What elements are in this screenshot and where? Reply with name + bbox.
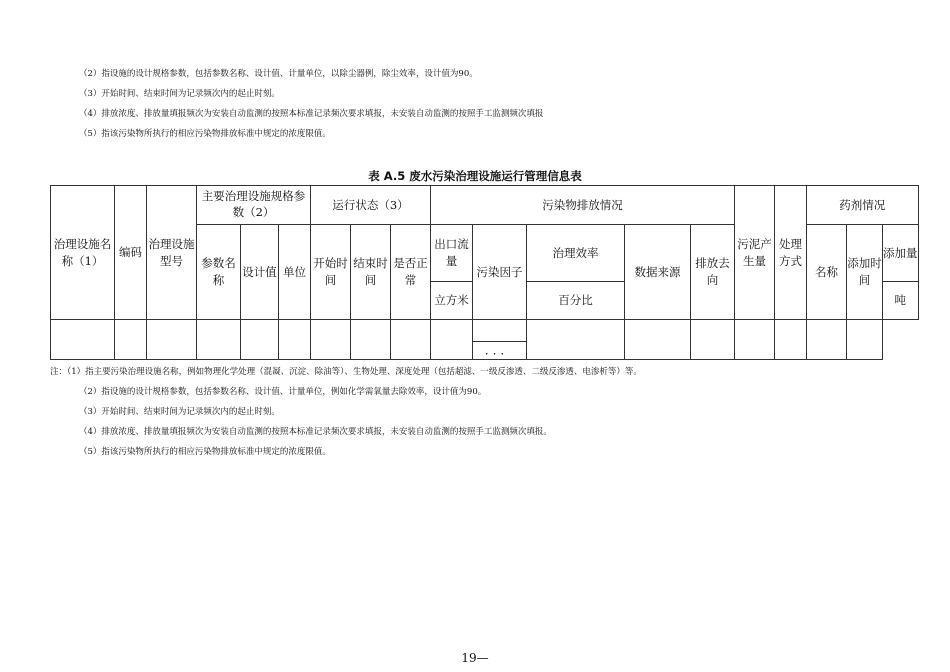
header-add-amount: 添加量 [883, 225, 919, 282]
table-cell[interactable] [807, 320, 847, 360]
table-cell[interactable] [279, 320, 311, 360]
note-line: （2）指设施的设计规格参数，包括参数名称、设计值、计量单位，以除尘器例，除尘效率，设计值为90。 [79, 69, 478, 79]
table-cell[interactable] [51, 320, 115, 360]
header-facility-name: 治理设施名称（1） [51, 186, 115, 320]
header-discharge-direction: 排放去向 [691, 225, 735, 320]
header-chem-group: 药剂情况 [807, 186, 919, 225]
pollutant-ellipsis: ．．． [473, 342, 527, 360]
note-line [50, 362, 910, 382]
table-cell[interactable] [241, 320, 279, 360]
header-data-source: 数据来源 [625, 225, 691, 320]
table-cell[interactable] [351, 320, 391, 360]
header-code: 编码 [115, 186, 147, 320]
table-cell[interactable] [625, 320, 691, 360]
header-efficiency: 治理效率 [527, 225, 625, 282]
header-chem-name: 名称 [807, 225, 847, 320]
header-end-time: 结束时间 [351, 225, 391, 320]
header-normal: 是否正常 [391, 225, 431, 320]
header-spec-group-text: 主要治理设施规格参数（2） [201, 189, 306, 219]
header-param-name: 参数名称 [197, 225, 241, 320]
note-line: （4）排放浓度、排放量填报频次为安装自动监测的按照本标准记录频次要求填报，未安装自动监测的按照手工监测频次填报 [79, 109, 544, 119]
table-cell[interactable] [473, 320, 527, 342]
header-start-time: 开始时间 [311, 225, 351, 320]
note-line: （5）指该污染物所执行的相应污染物排放标准中规定的浓度限值。 [79, 129, 331, 139]
header-unit: 单位 [279, 225, 311, 320]
header-treatment: 处理方式 [775, 186, 807, 320]
wastewater-facility-table [50, 185, 919, 360]
table-cell[interactable] [527, 320, 625, 360]
header-model: 治理设施型号 [147, 186, 197, 320]
header-sludge: 污泥产生量 [735, 186, 775, 320]
table-cell[interactable] [691, 320, 735, 360]
header-design-value: 设计值 [241, 225, 279, 320]
table-cell[interactable] [311, 320, 351, 360]
table-cell[interactable] [431, 320, 473, 360]
note-line: （2）指设施的设计规格参数，包括参数名称、设计值、计量单位，例如化学需氧量去除效率，设计值为90。 [79, 387, 487, 397]
note-line: （4）排放浓度、排放量填报频次为安装自动监测的按照本标准记录频次要求填报，未安装自动监测的按照手工监测频次填报。 [79, 427, 552, 437]
header-spec-group [197, 186, 311, 225]
table-cell[interactable] [775, 320, 807, 360]
header-add-unit: 吨 [883, 282, 919, 320]
header-outlet-flow: 出口流量 [431, 225, 473, 282]
header-outlet-flow-unit: 立方米 [431, 282, 473, 320]
note-line: （3）开始时间、结束时间为记录频次内的起止时刻。 [79, 89, 280, 99]
table-cell[interactable] [115, 320, 147, 360]
header-status-group: 运行状态（3） [311, 186, 431, 225]
page-number: 19— [461, 651, 489, 665]
header-pollutant: 污染因子 [473, 225, 527, 320]
table-title: 表 A.5 废水污染治理设施运行管理信息表 [368, 169, 582, 183]
note-text: （1）指主要污染治理设施名称，例如物理化学处理（混凝、沉淀、除油等）、生物处理、深度处理（包括超滤、一级反渗透、二级反渗透、电渗析等）等。 [67, 367, 642, 377]
note-line: （3）开始时间、结束时间为记录频次内的起止时刻。 [79, 407, 280, 417]
header-add-time: 添加时间 [847, 225, 883, 320]
table-cell[interactable] [391, 320, 431, 360]
table-cell[interactable] [197, 320, 241, 360]
note-line: （5）指该污染物所执行的相应污染物排放标准中规定的浓度限值。 [79, 447, 331, 457]
bottom-notes [50, 362, 910, 462]
header-discharge-group: 污染物排放情况 [431, 186, 735, 225]
note-lead: 注： [50, 367, 68, 377]
table-cell[interactable] [735, 320, 775, 360]
table-cell[interactable] [147, 320, 197, 360]
table-cell[interactable] [847, 320, 883, 360]
top-notes [79, 64, 899, 144]
header-efficiency-unit: 百分比 [527, 282, 625, 320]
